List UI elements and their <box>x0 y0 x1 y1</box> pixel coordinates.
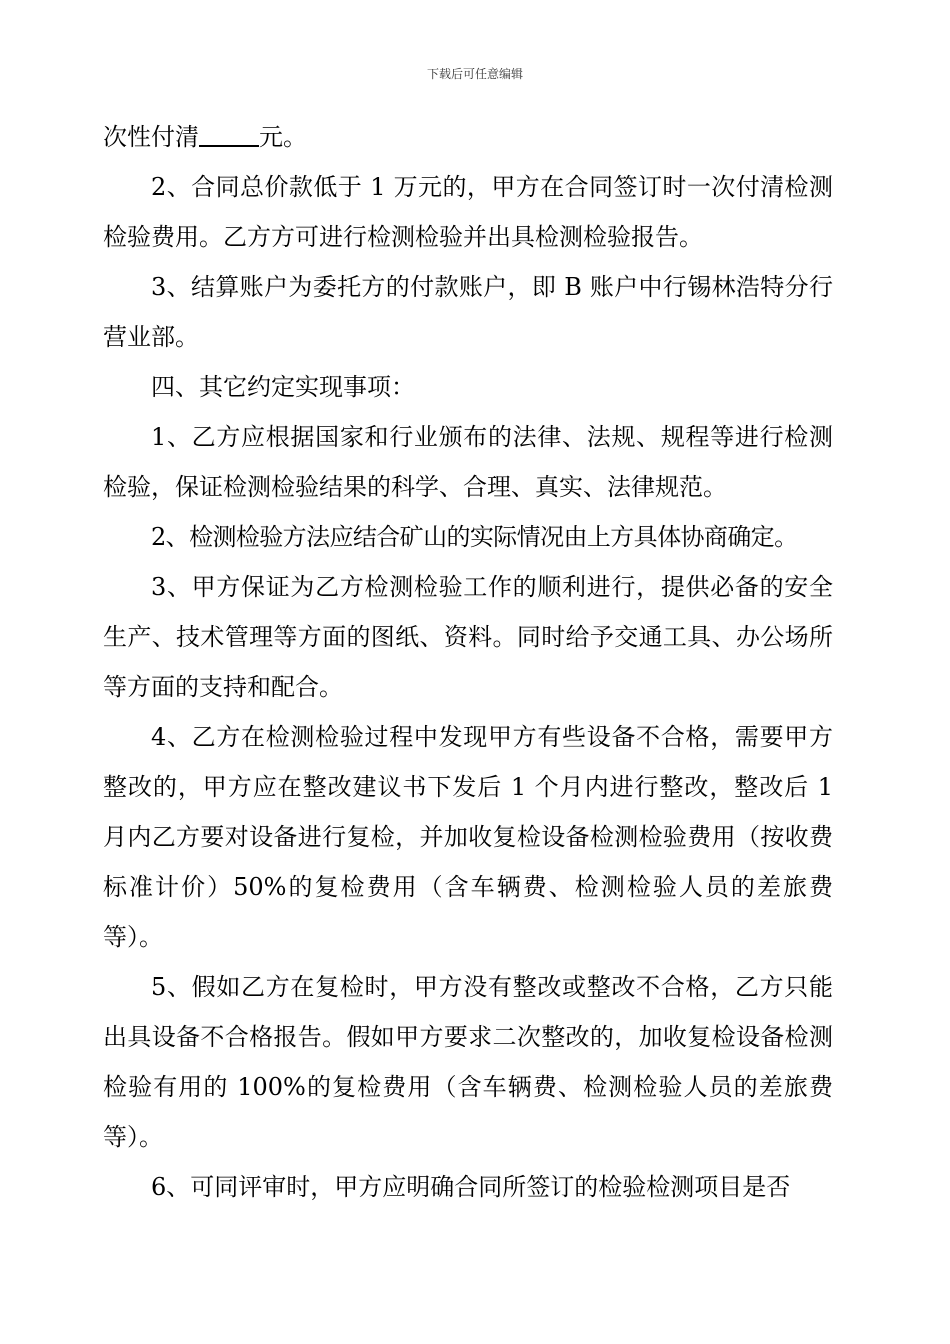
paragraph: 4、乙方在检测检验过程中发现甲方有些设备不合格，需要甲方整改的，甲方应在整改建议书下发后 1 个月内进行整改，整改后 1 月内乙方要对设备进行复检，并加收复检设备检测检验费用（按收费标准计价）50%的复检费用（含车辆费、检测检验人员的差旅费等）。 <box>103 723 833 951</box>
paragraph: 2、检测检验方法应结合矿山的实际情况由上方具体协商确定。 <box>151 523 798 551</box>
amount-blank <box>199 123 259 147</box>
paragraph-payment-continuation <box>103 112 833 162</box>
document-body <box>103 112 833 1212</box>
paragraph-text: 次性付清 <box>103 123 199 151</box>
paragraph: 3、结算账户为委托方的付款账户，即 B 账户中行锡林浩特分行营业部。 <box>103 273 833 351</box>
section-heading: 四、其它约定实现事项： <box>151 373 415 401</box>
paragraph: 3、甲方保证为乙方检测检验工作的顺利进行，提供必备的安全生产、技术管理等方面的图纸、资料。同时给予交通工具、办公场所等方面的支持和配合。 <box>103 573 833 701</box>
paragraph: 2、合同总价款低于 1 万元的，甲方在合同签订时一次付清检测检验费用。乙方方可进行检测检验并出具检测检验报告。 <box>103 173 833 251</box>
paragraph-text: 元。 <box>259 123 307 151</box>
paragraph: 5、假如乙方在复检时，甲方没有整改或整改不合格，乙方只能出具设备不合格报告。假如甲方要求二次整改的，加收复检设备检测检验有用的 100%的复检费用（含车辆费、检测检验人员的差旅费等）。 <box>103 973 833 1151</box>
paragraph: 6、可同评审时，甲方应明确合同所签订的检验检测项目是否 <box>151 1173 791 1201</box>
paragraph: 1、乙方应根据国家和行业颁布的法律、法规、规程等进行检测检验，保证检测检验结果的科学、合理、真实、法律规范。 <box>103 423 833 501</box>
page-header: 下载后可任意编辑 <box>426 67 523 81</box>
